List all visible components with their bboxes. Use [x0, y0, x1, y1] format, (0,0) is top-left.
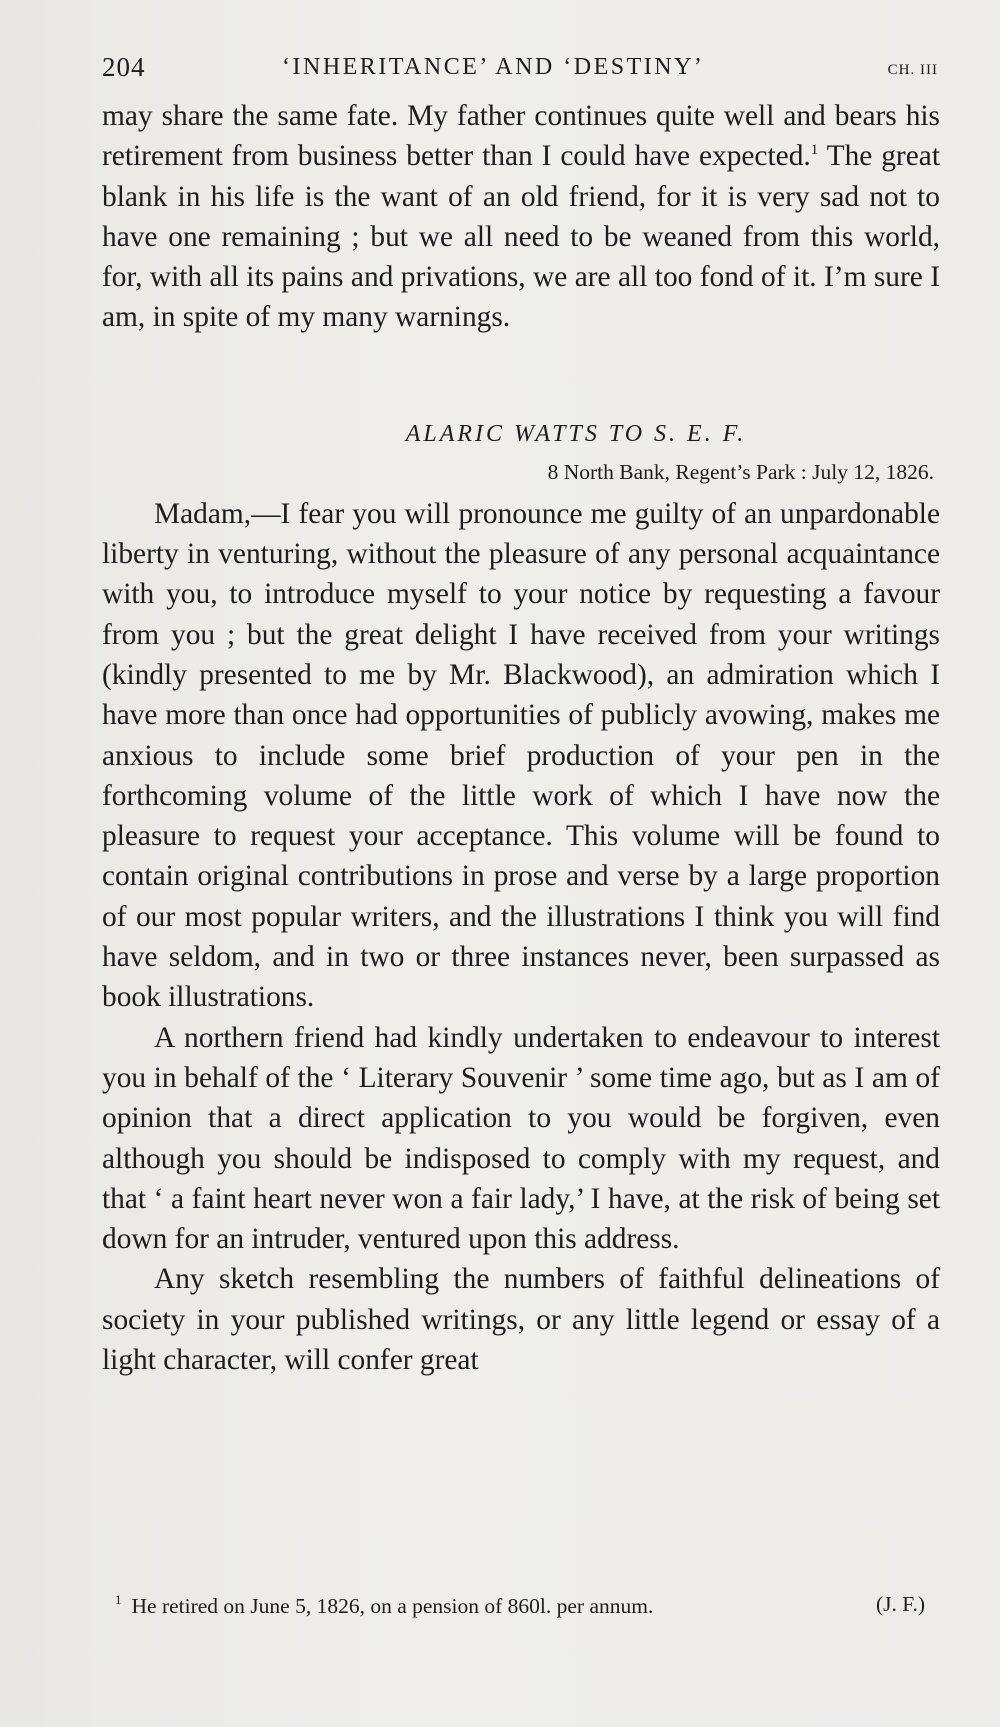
- footnote-signature: (J. F.): [875, 1592, 925, 1616]
- opening-paragraph: may share the same fate. My father continues quite well and bears his retirement from business better than I could have expected.$^1$ The great blank in his life is the want of an old friend, for it is very sad not to have one remaining ; but we all need to be weaned from this world, for, with all its pains and privations, we are all too fond of it. I’m sure I am, in spite of my many warnings.: [102, 100, 940, 334]
- chapter-label: CH. III: [887, 62, 938, 78]
- page-number: 204: [102, 52, 146, 82]
- footnote-text: He retired on June 5, 1826, on a pension of 860l. per annum.: [131, 1594, 654, 1618]
- letter-paragraph: Madam,—I fear you will pronounce me guilty of an unpardonable liberty in venturing, without the pleasure of any personal acquaintance with you, to introduce myself to your notice by requesting a favour from you ; but the great delight I have received from your writings (kindly presented to me by Mr. Blackwood), an admiration which I have more than once had opportunities of publicly avowing, makes me anxious to include some brief production of your pen in the forthcoming volume of the little work of which I have now the pleasure to request your acceptance. This volume will be found to contain original contributions in prose and verse by a large proportion of our most popular writers, and the illustrations I think you will find have seldom, and in two or three instances never, been surpassed as book illustrations.: [102, 497, 940, 1014]
- letter-heading: ALARIC WATTS TO S. E. F.: [405, 420, 747, 447]
- letter-address-date: 8 North Bank, Regent’s Park : July 12, 1826.: [547, 459, 934, 484]
- footnote-reference: 1: [810, 142, 819, 159]
- footnote: [115, 1592, 925, 1619]
- page-body: [102, 96, 940, 1380]
- page-header: [102, 46, 940, 96]
- running-title: ‘INHERITANCE’ AND ‘DESTINY’: [282, 54, 705, 80]
- letter-paragraph: A northern friend had kindly undertaken to endeavour to interest you in behalf of the ‘ Literary Souvenir ’ some time ago, but as I am of opinion that a direct application to you would be forgiven, even although you should be indisposed to comply with my request, and that ‘ a faint heart never won a fair lady,’ I have, at the risk of being set down for an intruder, ventured upon this address.: [102, 1021, 940, 1256]
- letter-paragraph: Any sketch resembling the numbers of faithful delineations of society in your published writings, or any little legend or essay of a light character, will confer great: [102, 1263, 940, 1377]
- footnote-mark: 1: [115, 1592, 122, 1607]
